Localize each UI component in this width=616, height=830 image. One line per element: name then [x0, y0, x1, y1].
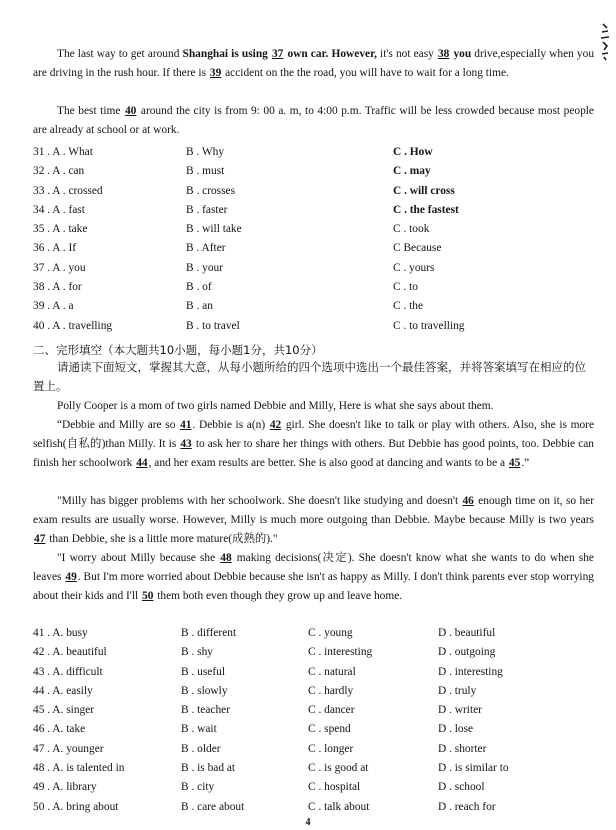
- answer-blank: 41: [180, 419, 192, 431]
- question-option-a: 33 . A . crossed: [33, 184, 103, 197]
- answer-blank: 50: [142, 590, 154, 602]
- answer-blank: 40: [124, 105, 137, 117]
- option-d: D . school: [438, 781, 485, 794]
- passage-text: them both even though they grow up and leave home.: [154, 590, 403, 602]
- option-c: C . may: [393, 165, 431, 178]
- option-d: D . is similar to: [438, 762, 509, 775]
- passage-text: "Milly has bigger problems with her schoolwork. She doesn't like studying and doesn't: [57, 495, 462, 507]
- option-row: [33, 143, 543, 162]
- margin-scribble-mark: [598, 22, 612, 62]
- answer-blank: 42: [269, 419, 282, 431]
- answer-blank: 39: [209, 67, 222, 79]
- option-row: [33, 798, 588, 817]
- option-b: B . wait: [181, 723, 217, 736]
- passage-text: .”: [521, 457, 530, 469]
- answer-blank: 43: [180, 438, 192, 450]
- option-b: B . to travel: [186, 319, 240, 332]
- option-c: C . to travelling: [393, 319, 465, 332]
- option-row: [33, 643, 588, 662]
- passage1-paragraph-1: [33, 45, 594, 83]
- answer-blank: 44: [136, 457, 148, 469]
- option-c: C . young: [308, 627, 353, 639]
- passage2-paragraph-1: [33, 397, 594, 416]
- option-d: D . interesting: [438, 665, 503, 678]
- question-option-a: 40 . A . travelling: [33, 319, 113, 332]
- option-row: [33, 220, 543, 239]
- option-b: B . shy: [181, 646, 213, 659]
- passage-text: The best time: [57, 105, 124, 117]
- passage-text: , and her exam results are better. She is also good at dancing and wants to be a: [148, 457, 508, 469]
- question-option-a: 38 . A . for: [33, 281, 82, 294]
- passage-text: enough time on it, so her exam results are usually worse. However, Milly is much more outgoing than Debbie. Maybe because Milly is two years: [33, 495, 594, 526]
- passage-text: it's not easy: [376, 48, 437, 60]
- question-option-a: 34 . A . fast: [33, 203, 85, 216]
- option-b: B . care about: [181, 800, 245, 813]
- section-instruction: 请通读下面短文，掌握其大意，从每小题所给的四个选项中选出一个最佳答案，并将答案填写在相应的位置上。: [33, 360, 586, 393]
- option-d: D . writer: [438, 704, 482, 717]
- option-c: C . the: [393, 300, 424, 313]
- question-option-a: 32 . A . can: [33, 165, 85, 178]
- answer-blank: 49: [65, 571, 77, 583]
- passage-text: . But I'm more worried about Debbie because she isn't as happy as Milly. I don't think parents ever stop worrying about their kids and I'll: [33, 571, 594, 602]
- answer-blank: 37: [271, 48, 284, 60]
- option-row: [33, 278, 543, 297]
- option-b: B . city: [181, 781, 215, 794]
- option-c: C . natural: [308, 665, 356, 678]
- question-option-a: 42 . A. beautiful: [33, 646, 107, 659]
- option-row: [33, 201, 543, 220]
- question-option-a: 47 . A. younger: [33, 742, 104, 755]
- question-option-a: 49 . A. library: [33, 781, 97, 794]
- option-c: C . yours: [393, 261, 435, 274]
- question-option-a: 46 . A. take: [33, 723, 86, 736]
- option-b: B . slowly: [181, 684, 228, 697]
- passage-text-bold: Shanghai is using: [182, 48, 271, 60]
- passage2-paragraph-2: [33, 416, 594, 473]
- question-option-a: 31 . A . What: [33, 146, 93, 158]
- option-c: C . will cross: [393, 184, 455, 197]
- option-d: D . lose: [438, 723, 474, 736]
- option-b: B . an: [186, 300, 213, 313]
- question-option-a: 39 . A . a: [33, 300, 74, 313]
- passage-text: accident on the the road, you will have to wait for a long time.: [222, 67, 509, 79]
- section-heading-cloze: 二、完形填空（本大题共10小题，每小题1分，共10分）: [33, 343, 323, 357]
- passage-text: The last way to get around: [57, 48, 183, 60]
- passage-text: to ask her to share her things with others. But Debbie has good points, too. Debbie can finish her schoolwork: [33, 438, 594, 469]
- option-b: B . Why: [186, 146, 225, 158]
- passage-text: "I worry about Milly because she: [57, 552, 220, 564]
- passage-text: girl. She doesn't like to talk or play with others. Also, she is more selfish(自私的)than Milly. It is: [33, 419, 595, 450]
- option-b: B . of: [186, 281, 212, 294]
- question-option-a: 36 . A . If: [33, 242, 77, 255]
- passage1-paragraph-2: [33, 102, 594, 140]
- question-option-a: 50 . A. bring about: [33, 800, 119, 813]
- option-row: [33, 162, 543, 181]
- option-row: [33, 624, 588, 643]
- passage-text: “Debbie and Milly are so: [57, 419, 180, 431]
- question-option-a: 41 . A. busy: [33, 627, 88, 639]
- option-b: B . different: [181, 627, 237, 639]
- option-b: B . crosses: [186, 184, 236, 197]
- option-d: D . truly: [438, 684, 477, 697]
- question-option-a: 44 . A. easily: [33, 684, 93, 697]
- option-d: D . reach for: [438, 800, 496, 813]
- option-b: B . useful: [181, 665, 225, 678]
- option-c: C . is good at: [308, 762, 369, 775]
- option-c: C Because: [393, 242, 442, 255]
- passage-text: than Debbie, she is a little more mature(成熟的).": [46, 533, 278, 545]
- option-row: [33, 317, 543, 336]
- option-c: C . longer: [308, 742, 354, 755]
- option-row: [33, 297, 543, 316]
- answer-blank: 47: [34, 533, 46, 545]
- option-b: B . will take: [186, 223, 242, 236]
- option-row: [33, 720, 588, 739]
- passage-text: . Debbie is a(n): [192, 419, 269, 431]
- option-row: [33, 239, 543, 258]
- option-c: C . dancer: [308, 704, 355, 717]
- option-c: C . hardly: [308, 684, 354, 697]
- option-b: B . is bad at: [181, 762, 236, 775]
- option-b: B . older: [181, 742, 221, 755]
- question-option-a: 37 . A . you: [33, 261, 86, 274]
- passage2-paragraph-3: [33, 492, 594, 549]
- answer-blank: 48: [220, 552, 232, 564]
- option-row: [33, 259, 543, 278]
- option-b: B . teacher: [181, 704, 231, 717]
- passage-text: Polly Cooper is a mom of two girls named Debbie and Milly, Here is what she says about them.: [57, 400, 494, 412]
- option-row: [33, 182, 543, 201]
- option-row: [33, 778, 588, 797]
- option-c: C . the fastest: [393, 203, 459, 216]
- option-b: B . your: [186, 261, 224, 274]
- option-c: C . hospital: [308, 781, 361, 794]
- answer-blank: 38: [437, 48, 450, 60]
- option-d: D . shorter: [438, 742, 487, 755]
- passage2-paragraph-4: [33, 549, 594, 606]
- question-option-a: 43 . A. difficult: [33, 665, 103, 678]
- option-row: [33, 701, 588, 720]
- option-b: B . faster: [186, 203, 228, 216]
- option-c: C . talk about: [308, 800, 370, 813]
- question-option-a: 45 . A. singer: [33, 704, 95, 717]
- options-table-31-40: [33, 143, 543, 336]
- option-c: C . interesting: [308, 646, 373, 659]
- option-b: B . After: [186, 242, 226, 255]
- option-row: [33, 759, 588, 778]
- option-c: C . to: [393, 281, 419, 294]
- question-option-a: 35 . A . take: [33, 223, 88, 236]
- passage-text-bold: you: [450, 48, 472, 60]
- passage-text: making decisions(决定). She doesn't know what she wants to do when she leaves: [33, 552, 594, 583]
- question-option-a: 48 . A. is talented in: [33, 762, 125, 775]
- option-row: [33, 740, 588, 759]
- option-row: [33, 682, 588, 701]
- passage-text: around the city is from 9: 00 a. m, to 4:00 p.m. Traffic will be less crowded because most people are already at school or at work.: [33, 105, 594, 136]
- answer-blank: 46: [462, 495, 474, 507]
- options-table-41-50: [33, 624, 588, 817]
- option-b: B . must: [186, 165, 225, 178]
- option-row: [33, 663, 588, 682]
- option-d: D . beautiful: [438, 627, 496, 639]
- option-c: C . How: [393, 146, 433, 158]
- option-c: C . spend: [308, 723, 351, 736]
- passage-text-bold: own car. However,: [284, 48, 377, 60]
- option-c: C . took: [393, 223, 430, 236]
- option-d: D . outgoing: [438, 646, 496, 659]
- passage-text: drive,especially when you are driving in the rush hour. If there is: [33, 48, 595, 79]
- page-number: 4: [305, 817, 311, 828]
- answer-blank: 45: [508, 457, 521, 469]
